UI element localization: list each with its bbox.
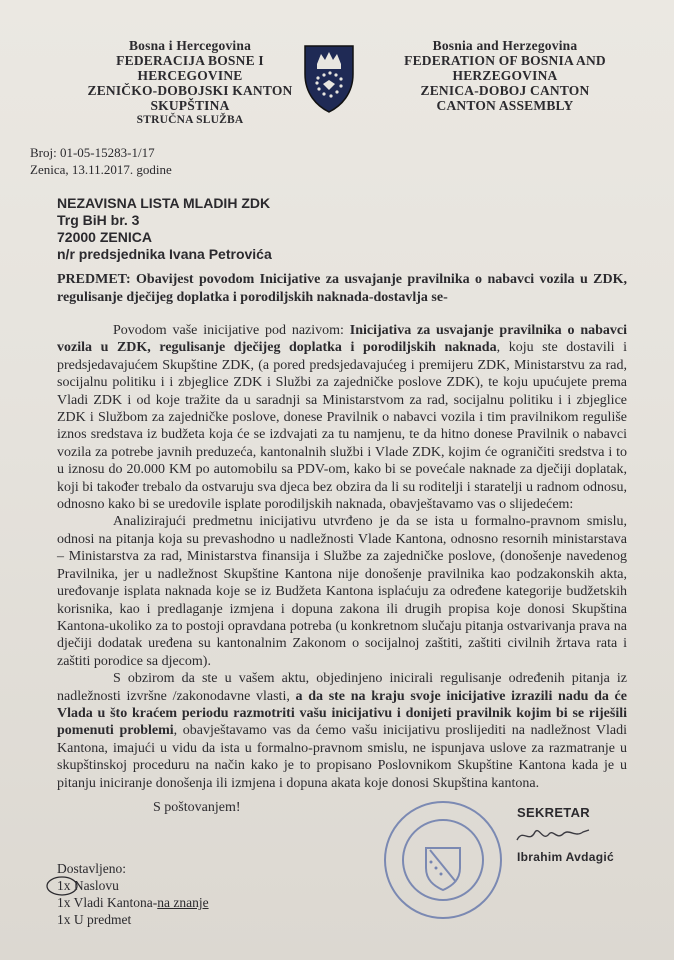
header-right-federation-cont: HERZEGOVINA — [452, 68, 558, 83]
header-left-country: Bosna i Hercegovina — [128, 38, 252, 53]
letter-body — [57, 322, 627, 792]
header-right-country: Bosnia and Herzegovina — [432, 38, 578, 53]
official-stamp-icon — [368, 770, 518, 920]
paragraph-1: Povodom vaše inicijative pod nazivom: Inicijativa za usvajanje pravilnika o nabavci vozila u ZDK, regulisanje dječijeg doplatka i porodiljskih naknada, koju ste dostavili i predsjedavajućem Skupštine ZDK, (a pored predsjedavajućeg i premijeru ZDK, Ministarstvu za rad, socijalnu politiku i i zbjeglice ZDK i Službi za zajedničke poslove ZDK), te koju upućujete prema Vladi ZDK i od koje tražite da u saradnji sa Ministarstvom za rad, socijalnu politiku i i zbjeglice ZDK i Službom za zajedničke poslove, donese Pravilnik o nabavci vozila i tim pravilnikom reguliše iznos sredstava iz budžeta koja će se izdvajati za tu namjenu, te da hitno donese Pravilnik o nabavci vozila za potrebe javnih preduzeća, kantonalnih službi i Vlade ZDK, kojim će ograničiti sredstva i to u iznosu do 20.000 KM po automobilu sa PDV-om, kako bi se povećale naknade za dječiji doplatak, koji bi također trebalo da ostvaruju sva djeca bez obzira da li su roditelji i staratelji u radnom odnosu, odnosno kako bi se uredovile isplate porodiljskih naknada, obavještavamo vas o slijedećem: — [57, 323, 627, 513]
reference-date: Zenica, 13.11.2017. godine — [30, 162, 172, 177]
signer-title: SEKRETAR — [517, 805, 590, 820]
recipient-city: 72000 ZENICA — [57, 229, 152, 245]
paragraph-3: S obzirom da ste u vašem aktu, objedinjeno inicirali regulisanje određenih pitanja iz nadležnosti izvršne /zakonodavne vlasti, a da ste na kraju svoje inicijative izrazili nadu da će Vlada u što kraćem periodu razmotriti vašu inicijativu i donijeti pravilnik kojim bi se riješili pomenuti problemi, obavještavamo vas da ćemo vašu inicijativu proslijediti na nadležnost Vladi Kantona, imajući u vidu da ista u formalno-pravnom smislu, ne ispunjava uslove za razmatranje u skupštinskoj proceduru na način kako je to propisano Poslovnikom Skupštine Kantona kada je u pitanju iniciranje donošenja ili izmjena i dopuna akata koje donosi Skupština kantona. — [57, 671, 627, 791]
signer-name: Ibrahim Avdagić — [517, 850, 614, 864]
header-left-federation: FEDERACIJA BOSNE I — [116, 53, 264, 68]
recipient-address — [57, 195, 272, 263]
reference-block — [30, 144, 172, 178]
delivery-item-1: 1x Naslovu — [57, 878, 119, 893]
recipient-street: Trg BiH br. 3 — [57, 212, 140, 228]
header-right-assembly: CANTON ASSEMBLY — [436, 98, 574, 113]
subject-line: PREDMET: Obavijest povodom Inicijative za usvajanje pravilnika o nabavci vozila u ZDK, regulisanje dječijeg doplatka i porodiljskih naknada-dostavlja se- — [57, 272, 627, 305]
header-left-federation-cont: HERCEGOVINE — [137, 68, 243, 83]
initiative-title: Inicijativa za usvajanje pravilnika o nabavci vozila u ZDK, regulisanje dječijeg doplatka i porodiljskih naknada — [57, 323, 627, 356]
header-right — [390, 38, 620, 113]
delivery-item-3: 1x U predmet — [57, 912, 132, 927]
paragraph-2: Analizirajući predmetnu inicijativu utvrđeno je da se ista u formalno-pravnom smislu, odnosi na pitanja koja su prevashodno u nadležnosti Vlade Kantona, odnosno resornih ministarstava – Ministarstva za rad, Ministarstva finansija i Službe za zajedničke poslove, (donošenje navedenog Pravilnika, jer u nadležnost Skupštine Kantona nije donošenje pravilnika kao podzakonskih akta, uređovanje isplata naknada koje se iz Budžeta Kantona isplaćuju za određene kategorije budžetskih korisnika, kao i predlaganje izmjena i dopuna zakona ili drugih propisa koje donosi Skupština Kantona-ukoliko za to postoji opravdana potreba (u konkretnom slučaju pitanja ostvarivanja prava na dječiji dodatak uređena su kantonalnim Zakonom o socijalnoj zaštiti, zaštiti civilnih žrtava rata i zaštiti porodice sa djecom). — [57, 514, 627, 669]
delivery-item-2: 1x Vladi Kantona-na znanje — [57, 895, 209, 910]
signature-block — [517, 806, 614, 864]
header-left-canton: ZENIČKO-DOBOJSKI KANTON — [87, 83, 293, 98]
recipient-attention: n/r predsjednika Ivana Petrovića — [57, 246, 272, 262]
delivery-label: Dostavljeno: — [57, 861, 126, 876]
handwritten-circle-icon — [44, 875, 80, 897]
header-left — [70, 38, 310, 128]
header-right-federation: FEDERATION OF BOSNIA AND — [404, 53, 606, 68]
paragraph-3-emphasis: a da ste na kraju svoje inicijative izrazili nadu da će Vlada u što kraćem periodu razmotriti vašu inicijativu i donijeti pravilnik kojim bi se riješili pomenuti problemi — [57, 688, 627, 739]
greeting: S poštovanjem! — [153, 800, 241, 815]
coat-of-arms-icon — [303, 44, 355, 114]
recipient-name: NEZAVISNA LISTA MLADIH ZDK — [57, 195, 271, 211]
header-right-canton: ZENICA-DOBOJ CANTON — [420, 83, 590, 98]
header-left-assembly: SKUPŠTINA — [150, 98, 230, 113]
header-left-service: STRUČNA SLUŽBA — [136, 114, 244, 126]
reference-number: Broj: 01-05-15283-1/17 — [30, 145, 155, 160]
